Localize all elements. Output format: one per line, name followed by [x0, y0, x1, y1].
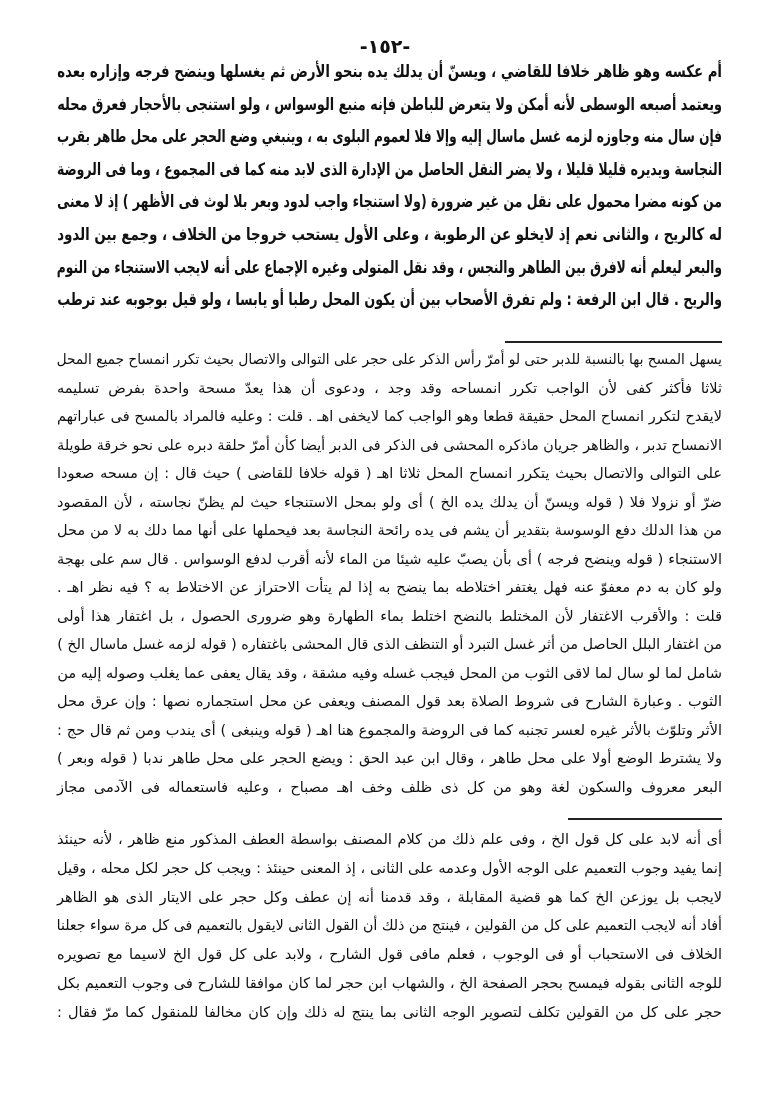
footnote-line: حجر على كل من القولين تكلف لتصوير الوجه الثانى بما ينتج له ذلك وإن كان مخالفا للمنقول كما مرّ فقال :: [57, 1004, 722, 1021]
main-line: أم عكسه وهو ظاهر خلافا للقاضي ، ويسنّ أن يدلك يده بنحو الأرض ثم يغسلها وينضح فرجه وإزاره بعده: [57, 62, 722, 82]
footnote-separator: [505, 341, 722, 343]
footnote-separator: [568, 818, 722, 820]
footnote-line: للوجه الثانى بقوله فيمسح بحجر الصفحة الخ ، والشهاب ابن حجر لما كان موافقا للشارح فى وجوب التعميم بكل: [57, 975, 722, 992]
footnote-line: البعر معروف والسكون لغة وهو من كل ذى ظلف وخف اهـ مصباح ، وعليه فاستعماله فى الآدمى مجاز: [57, 779, 722, 796]
main-line: فإن سال منه وجاوزه لزمه غسل ماسال إليه وإلا فلا لعموم البلوى به ، وينبغي وضع الحجر على محل طاهر بقرب: [56, 127, 722, 148]
main-line: النجاسة ويديره قليلا قليلا ، ولا يضر النقل الحاصل من الإدارة الذى لابد منه كما فى المجموع ، وما فى الروضة: [57, 159, 723, 180]
footnote-line: على التوالى والاتصال بحيث يتكرر انمساح المحل ثلاثا اهـ ( قوله خلافا للقاضى ) حيث قال : إن مسحه صعودا: [57, 466, 722, 482]
footnote-line: يسهل المسح بها بالنسبة للدبر حتى لو أمرّ رأس الذكر على حجر على التوالى والاتصال بحيث تكرر انمساح جميع المحل: [56, 352, 723, 368]
footnote-line: شامل لما لو سال لما لاقى الثوب من المحل فيجب غسله وفيه مشقة ، وقد يقال يعفى عما يغلب وصوله إليه من: [57, 665, 722, 682]
footnote-line: من اغتفار البلل الحاصل من أثر غسل التبرد أو التنظف الذى قال المحشى باغتفاره ( قوله لزمه غسل ماسال الخ ): [57, 637, 723, 653]
footnote-line: لايقدح لتكرر انمساح المحل حقيقة قطعا وهو الواجب كما لايخفى اهـ . قلت : وعليه فالمراد بالمسح فى عباراتهم: [57, 409, 722, 425]
footnote-line: ضرّ أو نزولا فلا ( قوله ويسنّ أن يدلك يده الخ ) أى ولو بمحل الاستنجاء حيث لم يظنّ نجاسته ، لأن المقصود: [57, 494, 722, 511]
footnote-line: الثوب . وعبارة الشارح فى شروط الصلاة بعد قول المصنف ويعفى عن محل استجماره نصها : وإن عرق محل: [57, 694, 722, 710]
footnote-line: إنما يفيد وجوب التعميم على الوجه الأول وعدمه على الثانى ، إذ المعنى حينئذ : ويجب كل حجر لكل محله ، وقيل: [57, 860, 722, 877]
main-line: والريح . قال ابن الرفعة : ولم تفرق الأصحاب بين أن يكون المحل رطبا أو يابسا ، ولو قيل بوجوبه عند ترطب: [57, 290, 723, 311]
page-number: -١٥٢-: [359, 36, 411, 58]
main-line: والبعر ليعلم أنه لافرق بين الطاهر والنجس ، وقد نقل المتولى وغيره الإجماع على أنه لايجب الاستنجاء من النوم: [56, 257, 723, 278]
footnote-line: من هذا الدلك دفع الوسوسة بتقدير أن يشم فى يده رائحة النجاسة بعد فيحملها على أنها مما دلك به لا من محل: [57, 523, 722, 539]
main-text: [57, 56, 722, 317]
footnote-line: الأثر وتلوّث بالأثر غيره لعسر تجنبه كما فى الروضة والمجموع هنا اهـ ( قوله وينبغى ) أى يندب ومن ثم قال حج :: [57, 722, 722, 739]
footnote-2: [57, 826, 722, 1028]
footnote-line: الاستنجاء ( قوله وينضح فرجه ) أى بأن يصبّ عليه شيئا من الماء لأنه أقرب لدفع الوسواس . قال سم على بهجة: [57, 551, 722, 568]
main-line: له كالريح ، والثانى نعم إذ لايخلو عن الرطوبة ، وعلى الأول يستحب خروجا من الخلاف ، وجمع بين الدود: [57, 224, 722, 245]
footnote-line: قلت : والأقرب الاغتفار لأن المختلط بالنضح اختلط بماء الطهارة وهو ضرورى الحصول ، بل اغتفار هذا أولى: [57, 608, 722, 625]
main-line: من كونه مضرا محمول على نقل من غير ضرورة (ولا استنجاء واجب لدود وبعر بلا لوث فى الأظهر ) إذ لا معنى: [57, 192, 723, 213]
footnote-1: [57, 346, 722, 802]
footnote-line: الانمساح تدبر ، والظاهر جريان ماذكره المحشى فى الذكر فى الدبر أيضا كأن أمرّ حلقة دبره على نحو خرقة طويلة: [57, 437, 722, 454]
footnote-line: ولو كان به دم معفوّ عنه فهل يغتفر اختلاطه بما ينضح به إذا لم يتأت الاحتراز عن الاختلاط به ؟ فيه نظر اهـ .: [57, 580, 722, 596]
footnote-line: الخلاف فى الاستحباب أو فى الوجوب ، فعلم مافى قول الشارح ، ولابد على كل قول الخ لاسيما مع تصويره: [57, 947, 722, 964]
footnote-line: ولا يشترط الوضع أولا على محل طاهر ، وقال ابن عبد الحق : ويضع الحجر على محل طاهر ندبا ( قوله وبعر ): [57, 751, 722, 767]
footnote-line: أى أنه لابد على كل قول الخ ، وفى علم ذلك من كلام المصنف بواسطة العطف المذكور منع ظاهر ، لأنه حينئذ: [57, 832, 722, 848]
footnote-line: لايجب بل يوزعن الخ كما هو قضية المقابلة ، وقد قدمنا أنه إن عطف وكل حجر على الايتار الذى هو الظاهر: [57, 889, 722, 906]
footnote-line: ثلاثا فأكثر كفى لأن الواجب تكرر انمساحه وقد وجد ، ودعوى أن هذا يعدّ مسحة واحدة بفرض تسليمه: [57, 380, 722, 397]
main-line: ويعتمد أصبعه الوسطى لأنه أمكن ولا يتعرض للباطن فإنه منبع الوسواس ، ولو استنجى بالأحجار فعرق محله: [57, 94, 722, 115]
footnote-line: أفاد أنه لايجب التعميم على كل من القولين ، فينتج من ذلك أن القول الثانى لايقول بالتعميم فى كل مرة سواء جعلنا: [56, 918, 723, 935]
